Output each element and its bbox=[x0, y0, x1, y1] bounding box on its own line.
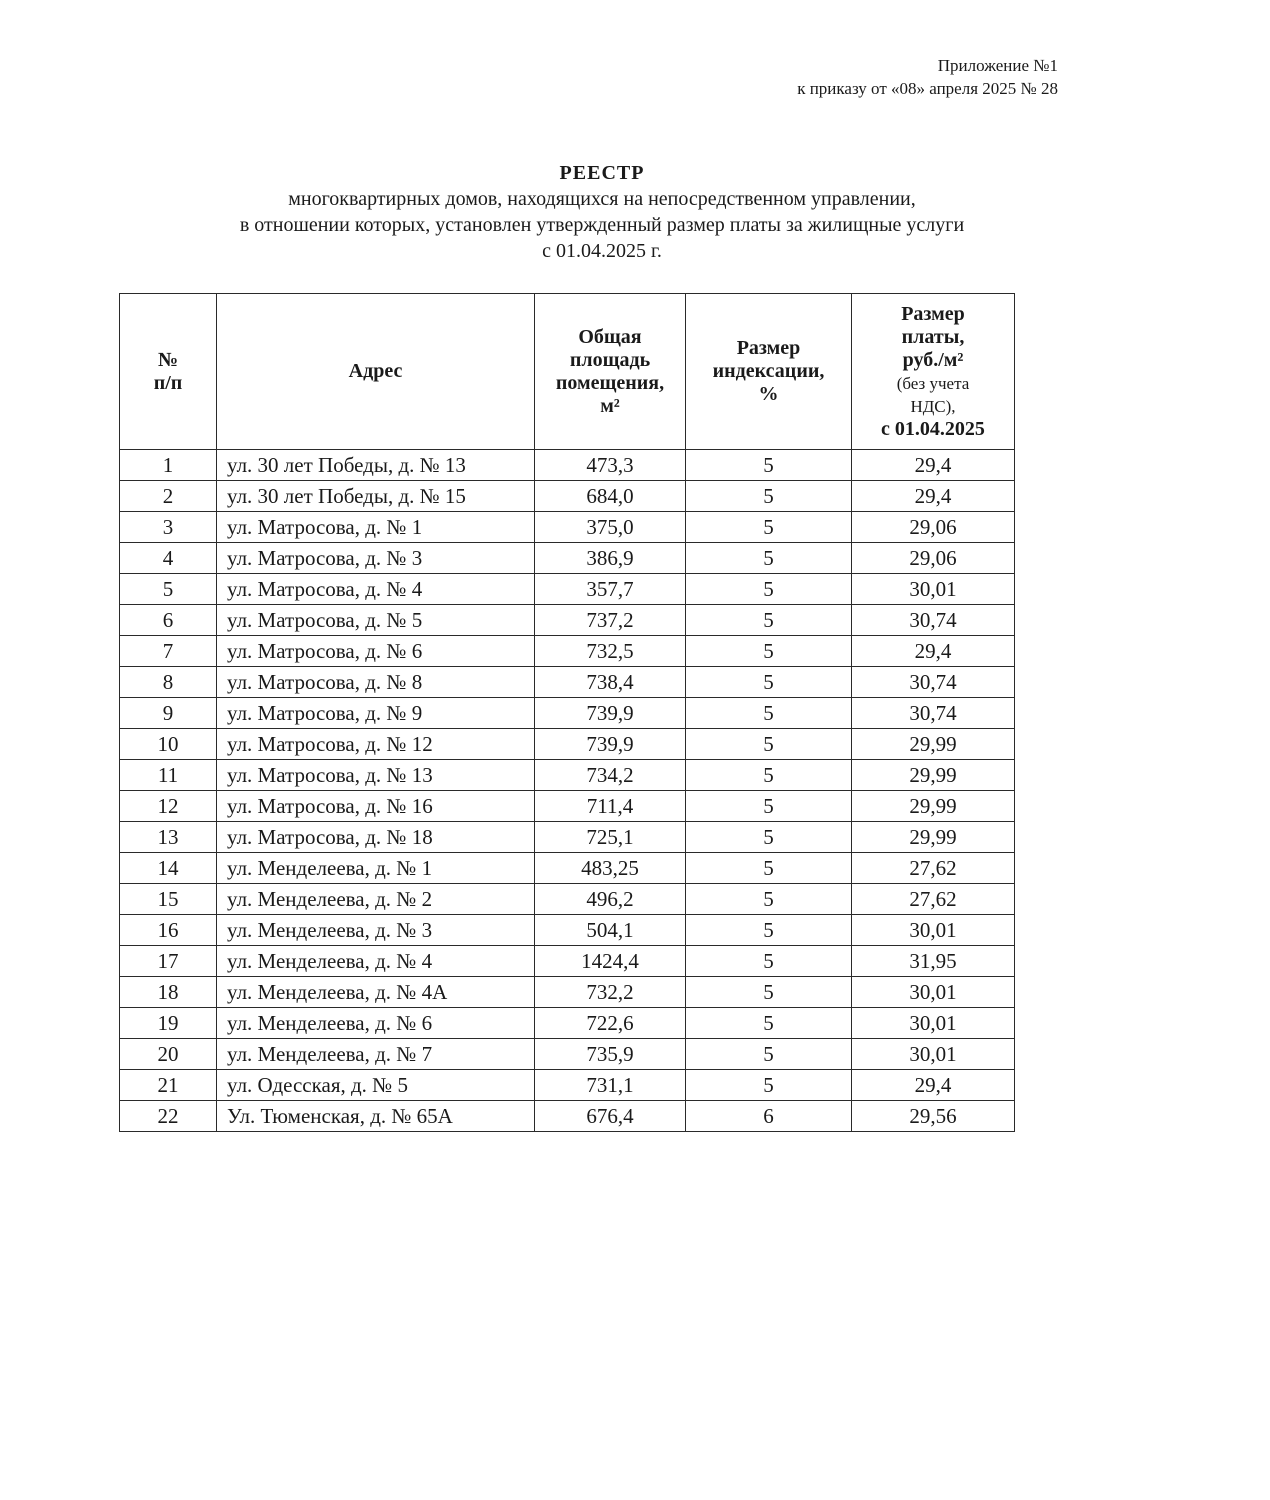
row-fee: 27,62 bbox=[852, 853, 1015, 884]
row-indexation: 5 bbox=[686, 915, 852, 946]
row-area: 676,4 bbox=[535, 1101, 686, 1132]
row-address: ул. Менделеева, д. № 3 bbox=[217, 915, 535, 946]
row-fee: 30,01 bbox=[852, 1039, 1015, 1070]
row-indexation: 5 bbox=[686, 1070, 852, 1101]
row-area: 722,6 bbox=[535, 1008, 686, 1039]
header-area-line-4: м² bbox=[600, 394, 620, 417]
appendix-line-1: Приложение №1 bbox=[937, 56, 1058, 75]
header-fee-line-2: платы, bbox=[901, 325, 965, 348]
row-fee: 29,4 bbox=[852, 636, 1015, 667]
row-fee: 30,01 bbox=[852, 574, 1015, 605]
row-fee: 29,99 bbox=[852, 822, 1015, 853]
row-area: 496,2 bbox=[535, 884, 686, 915]
row-number: 8 bbox=[120, 667, 217, 698]
row-area: 737,2 bbox=[535, 605, 686, 636]
table-row bbox=[120, 636, 1015, 667]
table-row bbox=[120, 1070, 1015, 1101]
row-number: 16 bbox=[120, 915, 217, 946]
row-address: ул. Матросова, д. № 12 bbox=[217, 729, 535, 760]
table-row bbox=[120, 760, 1015, 791]
row-address: ул. Менделеева, д. № 1 bbox=[217, 853, 535, 884]
appendix-line-2: к приказу от «08» апреля 2025 № 28 bbox=[797, 79, 1058, 98]
row-area: 732,5 bbox=[535, 636, 686, 667]
table-row bbox=[120, 822, 1015, 853]
header-indexation-line-2: индексации, bbox=[712, 360, 825, 382]
document-subtitle-line-2: в отношении которых, установлен утвержденный размер платы за жилищные услуги bbox=[239, 214, 965, 236]
document-subtitle-line-1: многоквартирных домов, находящихся на непосредственном управлении, bbox=[288, 188, 916, 210]
header-fee-line-6: с 01.04.2025 bbox=[881, 417, 985, 440]
row-address: ул. Менделеева, д. № 6 bbox=[217, 1008, 535, 1039]
row-indexation: 5 bbox=[686, 481, 852, 512]
row-fee: 30,74 bbox=[852, 667, 1015, 698]
table-row bbox=[120, 1008, 1015, 1039]
row-indexation: 5 bbox=[686, 636, 852, 667]
header-area bbox=[535, 294, 686, 450]
row-address: ул. Матросова, д. № 9 bbox=[217, 698, 535, 729]
header-fee-line-3: руб./м² bbox=[902, 348, 964, 371]
header-area-line-2: площадь bbox=[569, 348, 651, 371]
table-row bbox=[120, 946, 1015, 977]
header-number-line-1: № bbox=[157, 348, 179, 371]
row-area: 473,3 bbox=[535, 450, 686, 481]
row-number: 4 bbox=[120, 543, 217, 574]
row-number: 20 bbox=[120, 1039, 217, 1070]
row-fee: 30,01 bbox=[852, 915, 1015, 946]
table-row bbox=[120, 915, 1015, 946]
row-indexation: 5 bbox=[686, 605, 852, 636]
registry-table bbox=[119, 293, 1015, 1132]
row-indexation: 5 bbox=[686, 1008, 852, 1039]
row-indexation: 5 bbox=[686, 946, 852, 977]
row-indexation: 5 bbox=[686, 543, 852, 574]
row-address: ул. Матросова, д. № 16 bbox=[217, 791, 535, 822]
row-indexation: 5 bbox=[686, 667, 852, 698]
row-number: 12 bbox=[120, 791, 217, 822]
row-address: ул. Менделеева, д. № 4А bbox=[217, 977, 535, 1008]
table-row bbox=[120, 791, 1015, 822]
row-address: ул. Матросова, д. № 18 bbox=[217, 822, 535, 853]
row-indexation: 6 bbox=[686, 1101, 852, 1132]
header-indexation-line-3: % bbox=[758, 383, 779, 405]
row-fee: 30,01 bbox=[852, 1008, 1015, 1039]
row-address: ул. Матросова, д. № 13 bbox=[217, 760, 535, 791]
row-number: 9 bbox=[120, 698, 217, 729]
table-row bbox=[120, 450, 1015, 481]
row-number: 15 bbox=[120, 884, 217, 915]
row-address: ул. Менделеева, д. № 7 bbox=[217, 1039, 535, 1070]
row-number: 6 bbox=[120, 605, 217, 636]
row-indexation: 5 bbox=[686, 853, 852, 884]
row-indexation: 5 bbox=[686, 791, 852, 822]
row-fee: 30,01 bbox=[852, 977, 1015, 1008]
row-address: ул. Матросова, д. № 4 bbox=[217, 574, 535, 605]
header-fee bbox=[852, 294, 1015, 450]
header-fee-line-1: Размер bbox=[901, 302, 965, 325]
row-indexation: 5 bbox=[686, 512, 852, 543]
header-number-line-2: п/п bbox=[153, 371, 183, 394]
row-area: 739,9 bbox=[535, 698, 686, 729]
row-area: 711,4 bbox=[535, 791, 686, 822]
row-area: 483,25 bbox=[535, 853, 686, 884]
row-fee: 30,74 bbox=[852, 605, 1015, 636]
table-body bbox=[120, 450, 1015, 1132]
row-address: ул. Менделеева, д. № 4 bbox=[217, 946, 535, 977]
row-fee: 29,99 bbox=[852, 791, 1015, 822]
row-address: ул. Матросова, д. № 3 bbox=[217, 543, 535, 574]
row-area: 725,1 bbox=[535, 822, 686, 853]
row-area: 386,9 bbox=[535, 543, 686, 574]
row-area: 732,2 bbox=[535, 977, 686, 1008]
row-indexation: 5 bbox=[686, 822, 852, 853]
row-number: 10 bbox=[120, 729, 217, 760]
row-fee: 29,06 bbox=[852, 543, 1015, 574]
row-area: 375,0 bbox=[535, 512, 686, 543]
header-address: Адрес bbox=[217, 294, 535, 450]
row-address: Ул. Тюменская, д. № 65А bbox=[217, 1101, 535, 1132]
row-area: 735,9 bbox=[535, 1039, 686, 1070]
row-fee: 29,4 bbox=[852, 1070, 1015, 1101]
header-area-line-1: Общая bbox=[578, 325, 642, 348]
document-subtitle-line-3: с 01.04.2025 г. bbox=[542, 240, 662, 262]
table-header-row bbox=[120, 294, 1015, 450]
row-number: 21 bbox=[120, 1070, 217, 1101]
table-row bbox=[120, 667, 1015, 698]
table-row bbox=[120, 481, 1015, 512]
row-fee: 30,74 bbox=[852, 698, 1015, 729]
table-row bbox=[120, 1101, 1015, 1132]
header-area-line-3: помещения, bbox=[555, 371, 665, 394]
row-indexation: 5 bbox=[686, 450, 852, 481]
row-address: ул. Одесская, д. № 5 bbox=[217, 1070, 535, 1101]
row-fee: 29,56 bbox=[852, 1101, 1015, 1132]
table-row bbox=[120, 884, 1015, 915]
row-indexation: 5 bbox=[686, 977, 852, 1008]
row-indexation: 5 bbox=[686, 729, 852, 760]
row-address: ул. Менделеева, д. № 2 bbox=[217, 884, 535, 915]
row-fee: 29,99 bbox=[852, 729, 1015, 760]
row-fee: 31,95 bbox=[852, 946, 1015, 977]
row-number: 2 bbox=[120, 481, 217, 512]
row-fee: 29,4 bbox=[852, 481, 1015, 512]
row-address: ул. Матросова, д. № 1 bbox=[217, 512, 535, 543]
header-fee-line-4: (без учета bbox=[896, 373, 970, 393]
row-fee: 29,06 bbox=[852, 512, 1015, 543]
row-indexation: 5 bbox=[686, 760, 852, 791]
header-fee-line-5: НДС), bbox=[910, 396, 956, 416]
row-number: 5 bbox=[120, 574, 217, 605]
row-fee: 29,99 bbox=[852, 760, 1015, 791]
table-row bbox=[120, 977, 1015, 1008]
row-number: 19 bbox=[120, 1008, 217, 1039]
row-number: 13 bbox=[120, 822, 217, 853]
document-title: РЕЕСТР bbox=[559, 162, 645, 184]
row-number: 7 bbox=[120, 636, 217, 667]
appendix-reference bbox=[797, 54, 1058, 100]
row-area: 684,0 bbox=[535, 481, 686, 512]
table-row bbox=[120, 512, 1015, 543]
row-area: 738,4 bbox=[535, 667, 686, 698]
table-row bbox=[120, 543, 1015, 574]
row-area: 1424,4 bbox=[535, 946, 686, 977]
header-indexation bbox=[686, 294, 852, 450]
row-area: 731,1 bbox=[535, 1070, 686, 1101]
document-title-block bbox=[100, 160, 1104, 264]
row-indexation: 5 bbox=[686, 884, 852, 915]
row-number: 22 bbox=[120, 1101, 217, 1132]
row-fee: 27,62 bbox=[852, 884, 1015, 915]
row-address: ул. Матросова, д. № 8 bbox=[217, 667, 535, 698]
table-row bbox=[120, 1039, 1015, 1070]
header-indexation-line-1: Размер bbox=[736, 337, 801, 359]
row-number: 1 bbox=[120, 450, 217, 481]
row-indexation: 5 bbox=[686, 1039, 852, 1070]
row-number: 3 bbox=[120, 512, 217, 543]
table-row bbox=[120, 729, 1015, 760]
row-area: 734,2 bbox=[535, 760, 686, 791]
row-indexation: 5 bbox=[686, 574, 852, 605]
row-fee: 29,4 bbox=[852, 450, 1015, 481]
row-address: ул. Матросова, д. № 5 bbox=[217, 605, 535, 636]
row-address: ул. 30 лет Победы, д. № 13 bbox=[217, 450, 535, 481]
row-number: 17 bbox=[120, 946, 217, 977]
row-address: ул. Матросова, д. № 6 bbox=[217, 636, 535, 667]
row-number: 11 bbox=[120, 760, 217, 791]
table-row bbox=[120, 698, 1015, 729]
row-number: 14 bbox=[120, 853, 217, 884]
row-address: ул. 30 лет Победы, д. № 15 bbox=[217, 481, 535, 512]
table-row bbox=[120, 574, 1015, 605]
header-number bbox=[120, 294, 217, 450]
row-area: 357,7 bbox=[535, 574, 686, 605]
row-number: 18 bbox=[120, 977, 217, 1008]
row-area: 739,9 bbox=[535, 729, 686, 760]
row-area: 504,1 bbox=[535, 915, 686, 946]
table-row bbox=[120, 605, 1015, 636]
table-row bbox=[120, 853, 1015, 884]
row-indexation: 5 bbox=[686, 698, 852, 729]
